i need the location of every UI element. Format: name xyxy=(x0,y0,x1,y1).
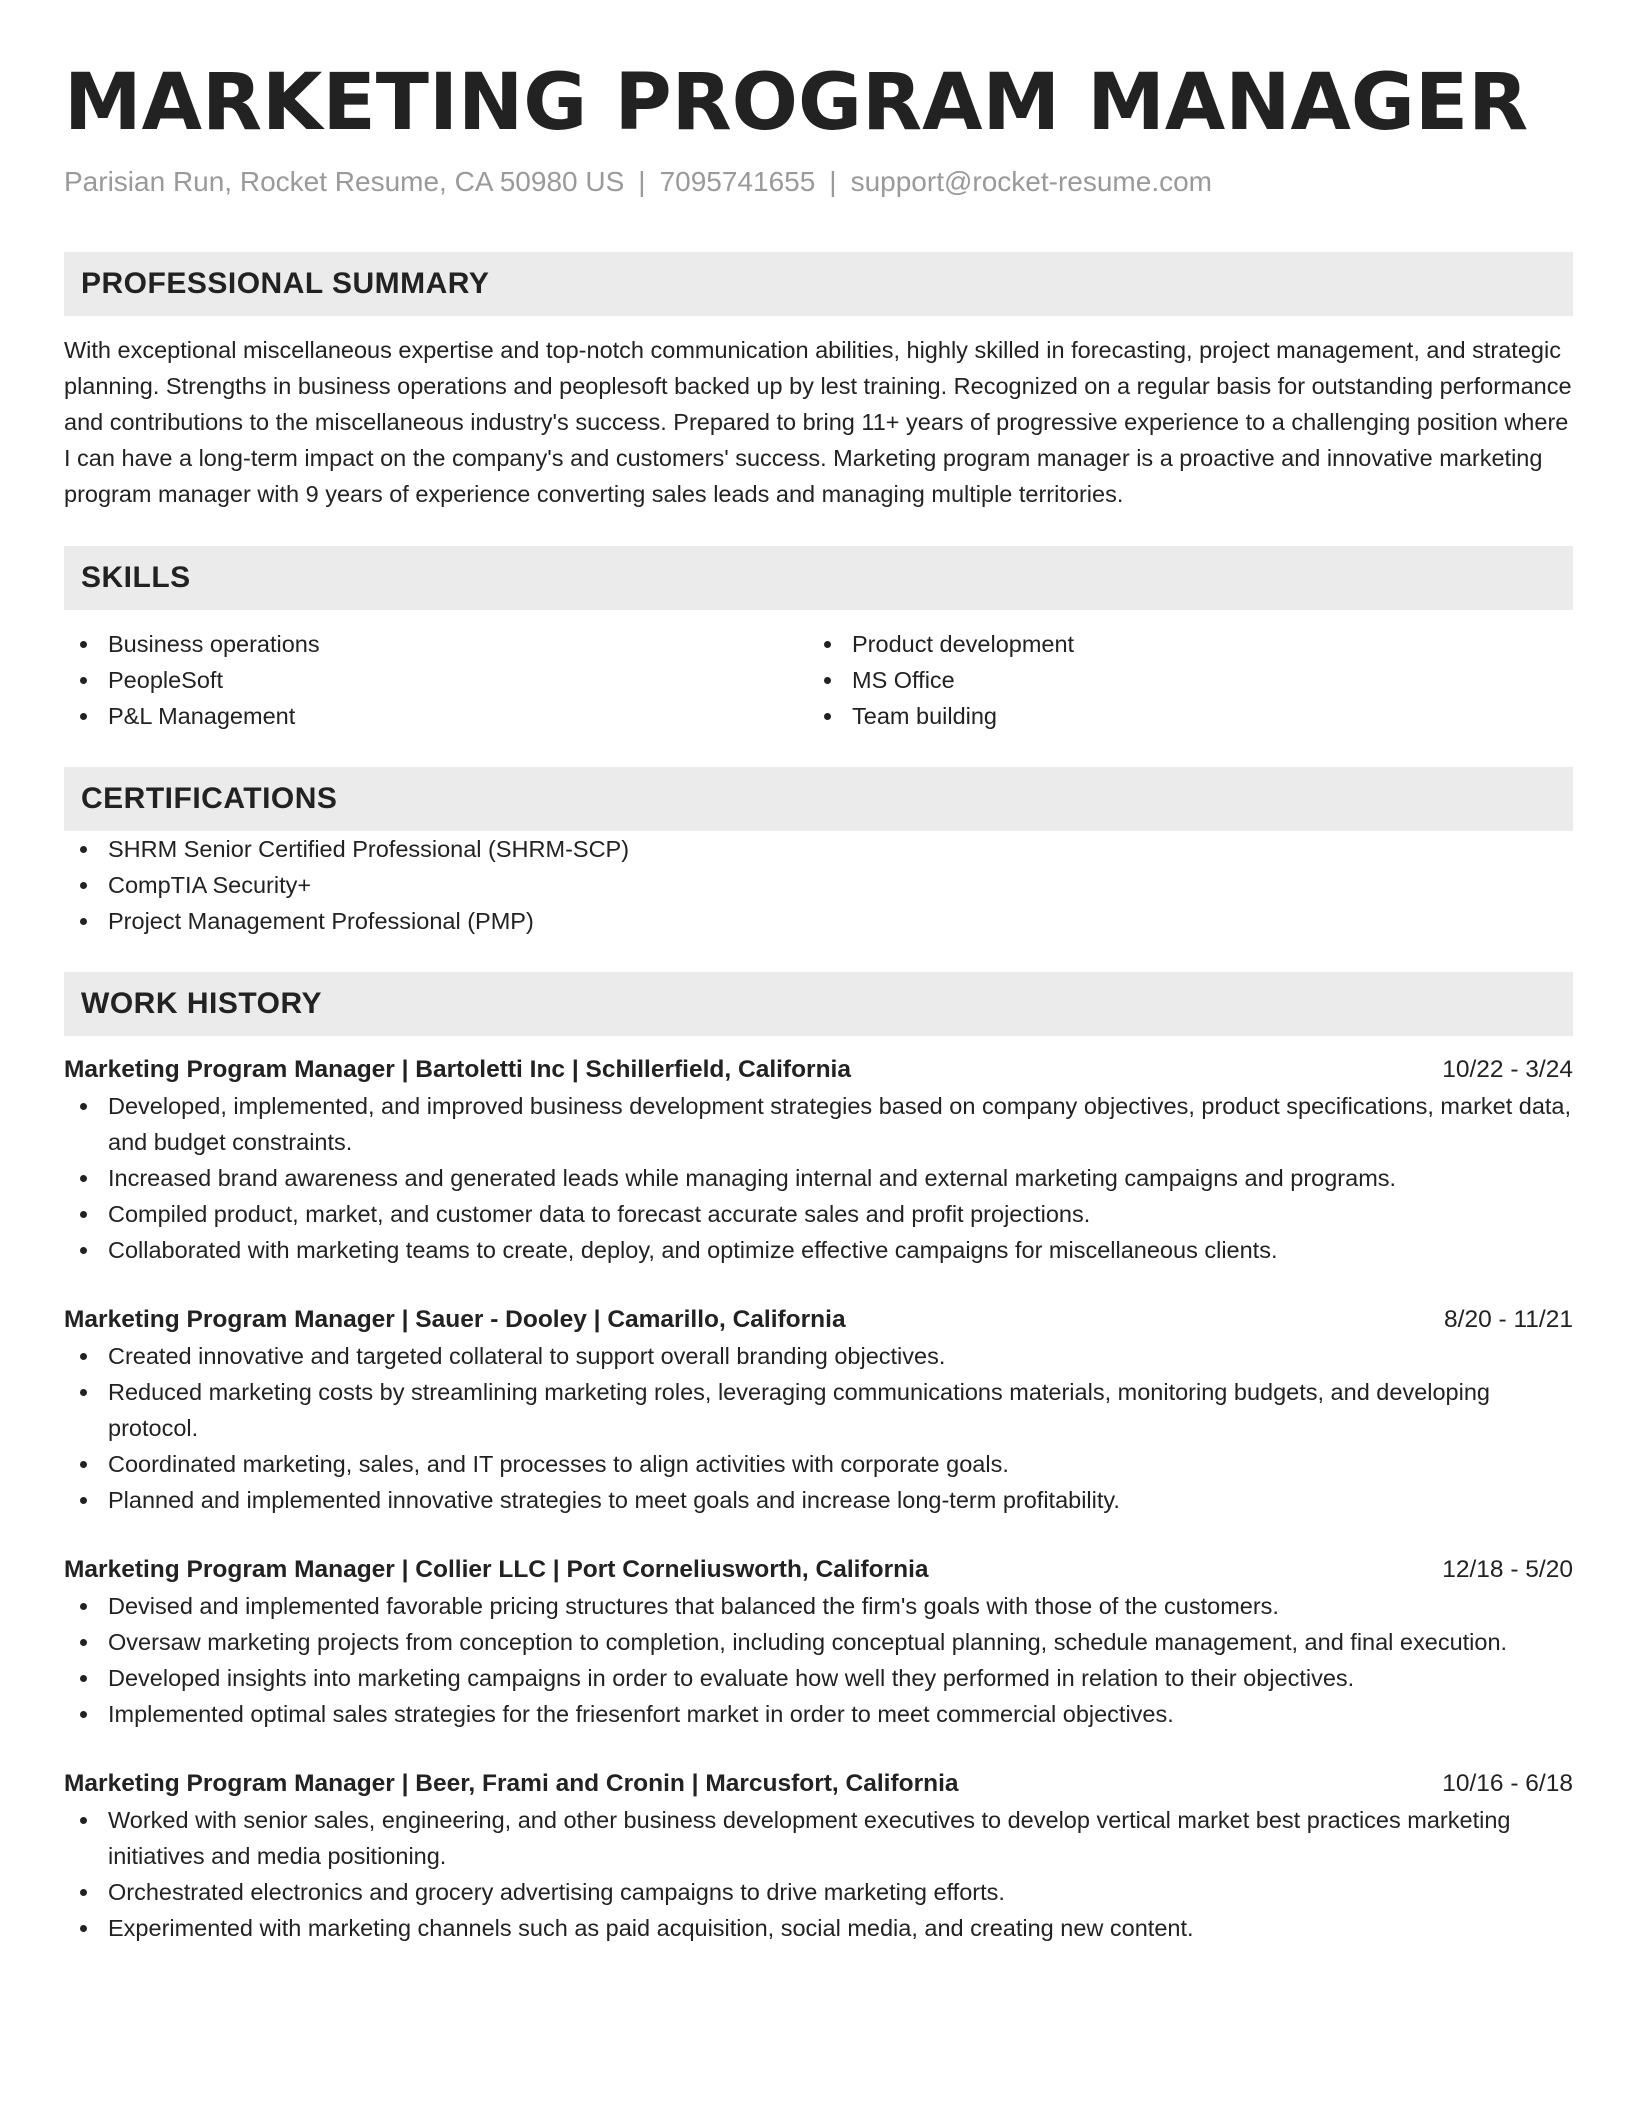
skill-item: Product development xyxy=(808,626,1552,662)
job-bullet: Compiled product, market, and customer data to forecast accurate sales and profit projections. xyxy=(64,1196,1573,1232)
contact-separator: | xyxy=(638,166,646,197)
certification-item: CompTIA Security+ xyxy=(64,867,1573,903)
job-bullet: Planned and implemented innovative strategies to meet goals and increase long-term profitability. xyxy=(64,1482,1573,1518)
job-bullet-list xyxy=(64,1588,1573,1732)
job-entry xyxy=(64,1766,1573,1946)
job-title: Marketing Program Manager | Collier LLC | Port Corneliusworth, California xyxy=(64,1556,929,1583)
job-bullet: Created innovative and targeted collateral to support overall branding objectives. xyxy=(64,1338,1573,1374)
job-bullet: Increased brand awareness and generated leads while managing internal and external marketing campaigns and programs. xyxy=(64,1160,1573,1196)
job-header xyxy=(64,1302,1573,1338)
job-bullet: Reduced marketing costs by streamlining marketing roles, leveraging communications materials, monitoring budgets, and developing protocol. xyxy=(64,1374,1573,1446)
job-bullet-list xyxy=(64,1088,1573,1268)
summary-paragraph: With exceptional miscellaneous expertise and top-notch communication abilities, highly skilled in forecasting, project management, and strategic planning. Strengths in business operations and peoplesoft backed up by lest training. Recognized on a regular basis for outstanding performance and contributions to the miscellaneous industry's success. Prepared to bring 11+ years of progressive experience to a challenging position where I can have a long-term impact on the company's and customers' success. Marketing program manager is a proactive and innovative marketing program manager with 9 years of experience converting sales leads and managing multiple territories. xyxy=(64,337,1572,507)
certification-item: Project Management Professional (PMP) xyxy=(64,903,1573,939)
job-title: Marketing Program Manager | Beer, Frami and Cronin | Marcusfort, California xyxy=(64,1770,959,1797)
certification-item: SHRM Senior Certified Professional (SHRM-SCP) xyxy=(64,831,1573,867)
skills-grid xyxy=(64,626,1573,734)
job-bullet-list xyxy=(64,1802,1573,1946)
resume-name-heading: MARKETING PROGRAM MANAGER xyxy=(64,58,1529,148)
job-bullet: Developed insights into marketing campaigns in order to evaluate how well they performed in relation to their objectives. xyxy=(64,1660,1573,1696)
job-dates: 12/18 - 5/20 xyxy=(1442,1556,1573,1583)
job-bullet: Coordinated marketing, sales, and IT processes to align activities with corporate goals. xyxy=(64,1446,1573,1482)
job-entry xyxy=(64,1052,1573,1268)
job-header xyxy=(64,1766,1573,1802)
section-header-skills: SKILLS xyxy=(64,546,1573,610)
skills-column-right xyxy=(808,626,1552,734)
job-header xyxy=(64,1552,1573,1588)
job-bullet-list xyxy=(64,1338,1573,1518)
job-header xyxy=(64,1052,1573,1088)
job-bullet: Worked with senior sales, engineering, and other business development executives to develop vertical market best practices marketing initiatives and media positioning. xyxy=(64,1802,1573,1874)
job-dates: 8/20 - 11/21 xyxy=(1444,1306,1573,1333)
contact-line xyxy=(64,164,1573,200)
job-bullet: Orchestrated electronics and grocery advertising campaigns to drive marketing efforts. xyxy=(64,1874,1573,1910)
job-bullet: Collaborated with marketing teams to create, deploy, and optimize effective campaigns for miscellaneous clients. xyxy=(64,1232,1573,1268)
job-entry xyxy=(64,1552,1573,1732)
job-bullet: Developed, implemented, and improved business development strategies based on company objectives, product specifications, market data, and budget constraints. xyxy=(64,1088,1573,1160)
job-bullet: Experimented with marketing channels such as paid acquisition, social media, and creating new content. xyxy=(64,1910,1573,1946)
job-dates: 10/16 - 6/18 xyxy=(1442,1770,1573,1797)
contact-separator: | xyxy=(829,166,837,197)
job-bullet: Oversaw marketing projects from conception to completion, including conceptual planning, schedule management, and final execution. xyxy=(64,1624,1573,1660)
job-title: Marketing Program Manager | Bartoletti Inc | Schillerfield, California xyxy=(64,1056,851,1083)
skills-column-left xyxy=(64,626,808,734)
contact-address: Parisian Run, Rocket Resume, CA 50980 US xyxy=(64,166,625,197)
skill-item: P&L Management xyxy=(64,698,808,734)
skill-item: MS Office xyxy=(808,662,1552,698)
job-entry xyxy=(64,1302,1573,1518)
skill-item: Business operations xyxy=(64,626,808,662)
certifications-list xyxy=(64,831,1573,939)
job-bullet: Implemented optimal sales strategies for the friesenfort market in order to meet commercial objectives. xyxy=(64,1696,1573,1732)
job-title: Marketing Program Manager | Sauer - Dooley | Camarillo, California xyxy=(64,1306,846,1333)
skill-item: Team building xyxy=(808,698,1552,734)
contact-phone: 7095741655 xyxy=(659,166,816,197)
job-dates: 10/22 - 3/24 xyxy=(1442,1056,1573,1083)
section-header-summary: PROFESSIONAL SUMMARY xyxy=(64,252,1573,316)
contact-email: support@rocket-resume.com xyxy=(850,166,1213,197)
job-bullet: Devised and implemented favorable pricing structures that balanced the firm's goals with those of the customers. xyxy=(64,1588,1573,1624)
resume-page xyxy=(64,0,1573,1946)
section-header-work-history: WORK HISTORY xyxy=(64,972,1573,1036)
skill-item: PeopleSoft xyxy=(64,662,808,698)
section-header-certifications: CERTIFICATIONS xyxy=(64,767,1573,831)
